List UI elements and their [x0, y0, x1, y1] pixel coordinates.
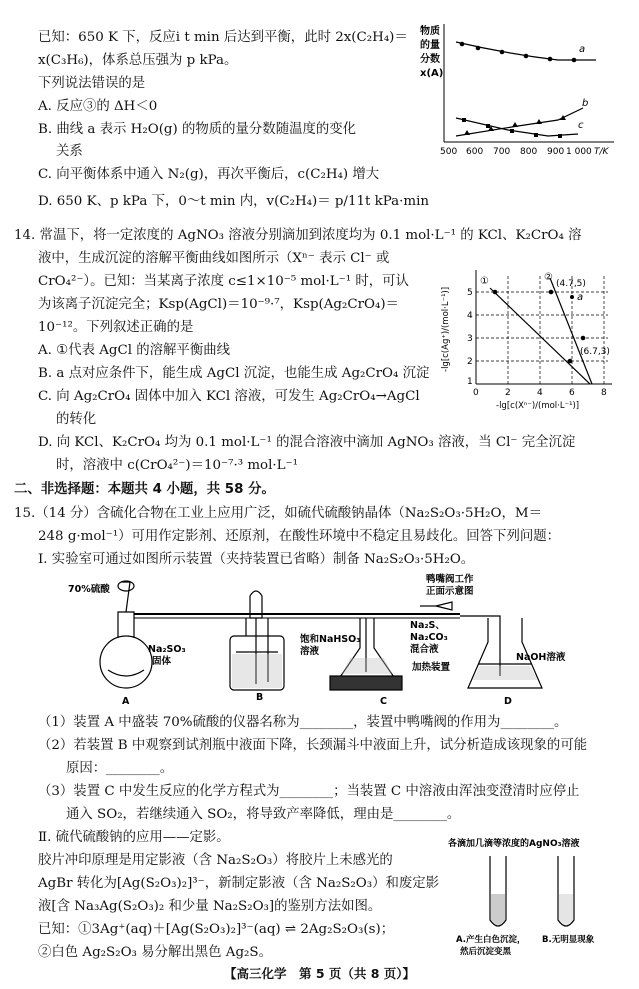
q14-option-c-2: 的转化: [56, 412, 97, 427]
q15-text-3: 液[含 Na₃Ag(S₂O₃)₂ 和少量 Na₂S₂O₃]的鉴别方法如图。: [38, 899, 382, 914]
q14-line-3: CrO₄²⁻）。已知：当某离子浓度 c≤1×10⁻⁵ mol·L⁻¹ 时，可认: [38, 274, 409, 289]
label-C: C: [380, 696, 387, 707]
tube-a-label-1: A.产生白色沉淀，: [456, 935, 526, 945]
q15-part-2-heading: Ⅱ. 硫代硫酸钠的应用——定影。: [38, 830, 230, 845]
q14-label-point-1: (4.7,5): [556, 279, 586, 289]
q15-text-1: 胶片冲印原理是用定影液（含 Na₂S₂O₃）将胶片上未感光的: [38, 853, 393, 868]
q14-xtick-6: 6: [569, 388, 575, 398]
q13-xlabel: T/K: [594, 147, 609, 157]
q14-curve-2: [550, 278, 592, 384]
q14-line-2: 液中，生成沉淀的溶解平衡曲线如图所示（Xⁿ⁻ 表示 Cl⁻ 或: [38, 251, 390, 266]
acid-label: 70%硫酸: [68, 584, 110, 595]
q14-xtick-2: 2: [505, 388, 511, 398]
q13-option-b-2: 关系: [56, 144, 83, 159]
tube-a-label-2: 然后沉淀变黑: [460, 947, 512, 957]
mix-label-1: Na₂S、: [410, 620, 445, 631]
q14-ytick-3: 3: [467, 334, 473, 344]
q14-option-a: A. ①代表 AgCl 的溶解平衡曲线: [38, 343, 230, 358]
svg-text:物质: 物质: [420, 26, 440, 37]
q13-xtick-900: 900: [547, 147, 565, 157]
q14-label-2: ②: [544, 272, 553, 283]
q13-label-a: a: [579, 44, 586, 55]
q14-option-d-1: D. 向 KCl、K₂CrO₄ 均为 0.1 mol·L⁻¹ 的混合溶液中滴加 AgNO₃ 溶液，当 Cl⁻ 完全沉淀: [38, 435, 576, 450]
q15-known-2: ②白色 Ag₂S₂O₃ 易分解出黑色 Ag₂S。: [38, 945, 272, 960]
q14-ylabel: -lg[c(Ag⁺)/(mol·L⁻¹)]: [441, 286, 451, 372]
tube-b-label: B.无明显现象: [542, 935, 595, 945]
q14-line-1: 14. 常温下，将一定浓度的 AgNO₃ 溶液分别滴加到浓度均为 0.1 mol·L⁻¹ 的 KCl、K₂CrO₄ 溶: [14, 228, 582, 243]
nahso3-label-2: 溶液: [300, 646, 320, 657]
q14-option-d-2: 时，溶液中 c(CrO₄²⁻)＝10⁻⁷·³ mol·L⁻¹: [56, 458, 298, 473]
label-B: B: [256, 692, 264, 703]
q15-line-1: 15.（14 分）含硫化合物在工业上应用广泛，如硫代硫酸钠晶体（Na₂S₂O₃·5H₂O，M＝: [14, 506, 542, 521]
q14-label-1: ①: [480, 276, 489, 287]
q13-option-c: C. 向平衡体系中通入 N₂(g)，再次平衡后，c(C₂H₄) 增大: [38, 167, 380, 182]
na2so3-label-2: 固体: [152, 656, 172, 667]
q14-ytick-2: 2: [467, 357, 473, 367]
q14-option-b: B. a 点对应条件下，能生成 AgCl 沉淀，也能生成 Ag₂CrO₄ 沉淀: [38, 366, 430, 381]
svg-text:x(A): x(A): [420, 68, 444, 79]
q15-sub-3-b: 通入 SO₂，若继续通入 SO₂，将导致产率降低，理由是________。: [66, 807, 461, 822]
q13-label-b: b: [582, 98, 589, 109]
q14-label-point-2: (6.7,3): [580, 347, 610, 357]
part-2-heading: 二、非选择题：本题共 4 小题，共 58 分。: [14, 482, 275, 497]
q13-option-d: D. 650 K、p kPa 下，0～t min 内，v(C₂H₄)＝ p/11t kPa·min: [38, 194, 429, 209]
apparatus-diagram: [60, 572, 600, 712]
q14-option-c-1: C. 向 Ag₂CrO₄ 固体中加入 KCl 溶液，可发生 Ag₂CrO₄→AgCl: [38, 389, 420, 404]
label-D: D: [504, 696, 512, 707]
test-tube-figure: [448, 834, 628, 958]
q14-xtick-4: 4: [537, 388, 543, 398]
q14-ytick-5: 5: [467, 288, 473, 298]
heater: [330, 676, 402, 690]
q13-xtick-800: 800: [520, 147, 538, 157]
q15-known-1: 已知：①3Ag⁺(aq)＋[Ag(S₂O₃)₂]³⁻(aq) ⇌ 2Ag₂S₂O₃(s)；: [38, 922, 395, 937]
q13-line-1: 已知：650 K 下，反应ⅰ t min 后达到平衡，此时 2x(C₂H₄)＝: [38, 30, 408, 45]
q13-line-2: x(C₃H₆)，体系总压强为 p kPa。: [38, 53, 238, 68]
q13-option-b-1: B. 曲线 a 表示 H₂O(g) 的物质的量分数随温度的变化: [38, 122, 357, 137]
valve-label-2: 正面示意图: [426, 586, 474, 597]
q13-xtick-1000: 1 000: [566, 147, 592, 157]
mix-label-2: Na₂CO₃: [410, 632, 448, 643]
nahso3-label-1: 饱和NaHSO₃: [300, 634, 361, 645]
q13-chart: [418, 14, 618, 174]
q13-xtick-500: 500: [440, 147, 458, 157]
q14-line-4: 为该离子沉淀完全；Ksp(AgCl)＝10⁻⁹·⁷，Ksp(Ag₂CrO₄)＝: [38, 297, 399, 312]
valve-label-1: 鸭嘴阀工作: [426, 574, 474, 585]
label-A: A: [122, 696, 130, 707]
q15-sub-3-a: （3）装置 C 中发生反应的化学方程式为________；当装置 C 中溶液由浑浊变澄清时应停止: [38, 784, 580, 799]
q14-label-a: a: [577, 292, 584, 303]
naoh-label: NaOH溶液: [516, 652, 566, 663]
q14-line-5: 10⁻¹²。下列叙述正确的是: [38, 320, 194, 335]
svg-text:的量: 的量: [420, 40, 440, 51]
q14-ytick-4: 4: [467, 311, 473, 321]
q15-part-1-heading: Ⅰ. 实验室可通过如图所示装置（夹持装置已省略）制备 Na₂S₂O₃·5H₂O。: [38, 552, 475, 567]
q14-chart: [440, 262, 620, 412]
q13-xtick-700: 700: [493, 147, 511, 157]
flask-a: [100, 636, 152, 688]
q15-sub-2-a: （2）若装置 B 中观察到试剂瓶中液面下降，长颈漏斗中液面上升，试分析造成该现象的可能: [38, 738, 588, 753]
q14-ytick-1: 1: [467, 377, 473, 387]
na2so3-label-1: Na₂SO₃: [148, 644, 186, 655]
q13-option-a: A. 反应③的 ΔH＜0: [38, 99, 158, 114]
q13-xtick-600: 600: [466, 147, 484, 157]
tube-title: 各滴加几滴等浓度的AgNO₃溶液: [448, 839, 580, 849]
q15-sub-2-b: 原因：________。: [66, 761, 174, 776]
q14-xlabel: -lg[c(Xⁿ⁻)/(mol·L⁻¹)]: [496, 401, 580, 411]
q13-label-c: c: [578, 120, 584, 131]
mix-label-3: 混合液: [410, 644, 439, 655]
heater-label: 加热装置: [412, 662, 451, 673]
svg-text:分数: 分数: [420, 54, 440, 65]
q15-line-2: 248 g·mol⁻¹）可用作定影剂、还原剂，在酸性环境中不稳定且易歧化。回答下列问题：: [38, 529, 561, 544]
page-footer: 【高三化学 第 5 页（共 8 页）】: [223, 966, 416, 981]
q13-stem: 下列说法错误的是: [38, 76, 146, 91]
q15-text-2: AgBr 转化为[Ag(S₂O₃)₂]³⁻，新制定影液（含 Na₂S₂O₃）和废定影: [38, 876, 440, 891]
q15-sub-1: （1）装置 A 中盛装 70%硫酸的仪器名称为________，装置中鸭嘴阀的作用为________。: [38, 715, 568, 730]
q14-xtick-0: 0: [473, 388, 479, 398]
q14-xtick-8: 8: [601, 388, 607, 398]
